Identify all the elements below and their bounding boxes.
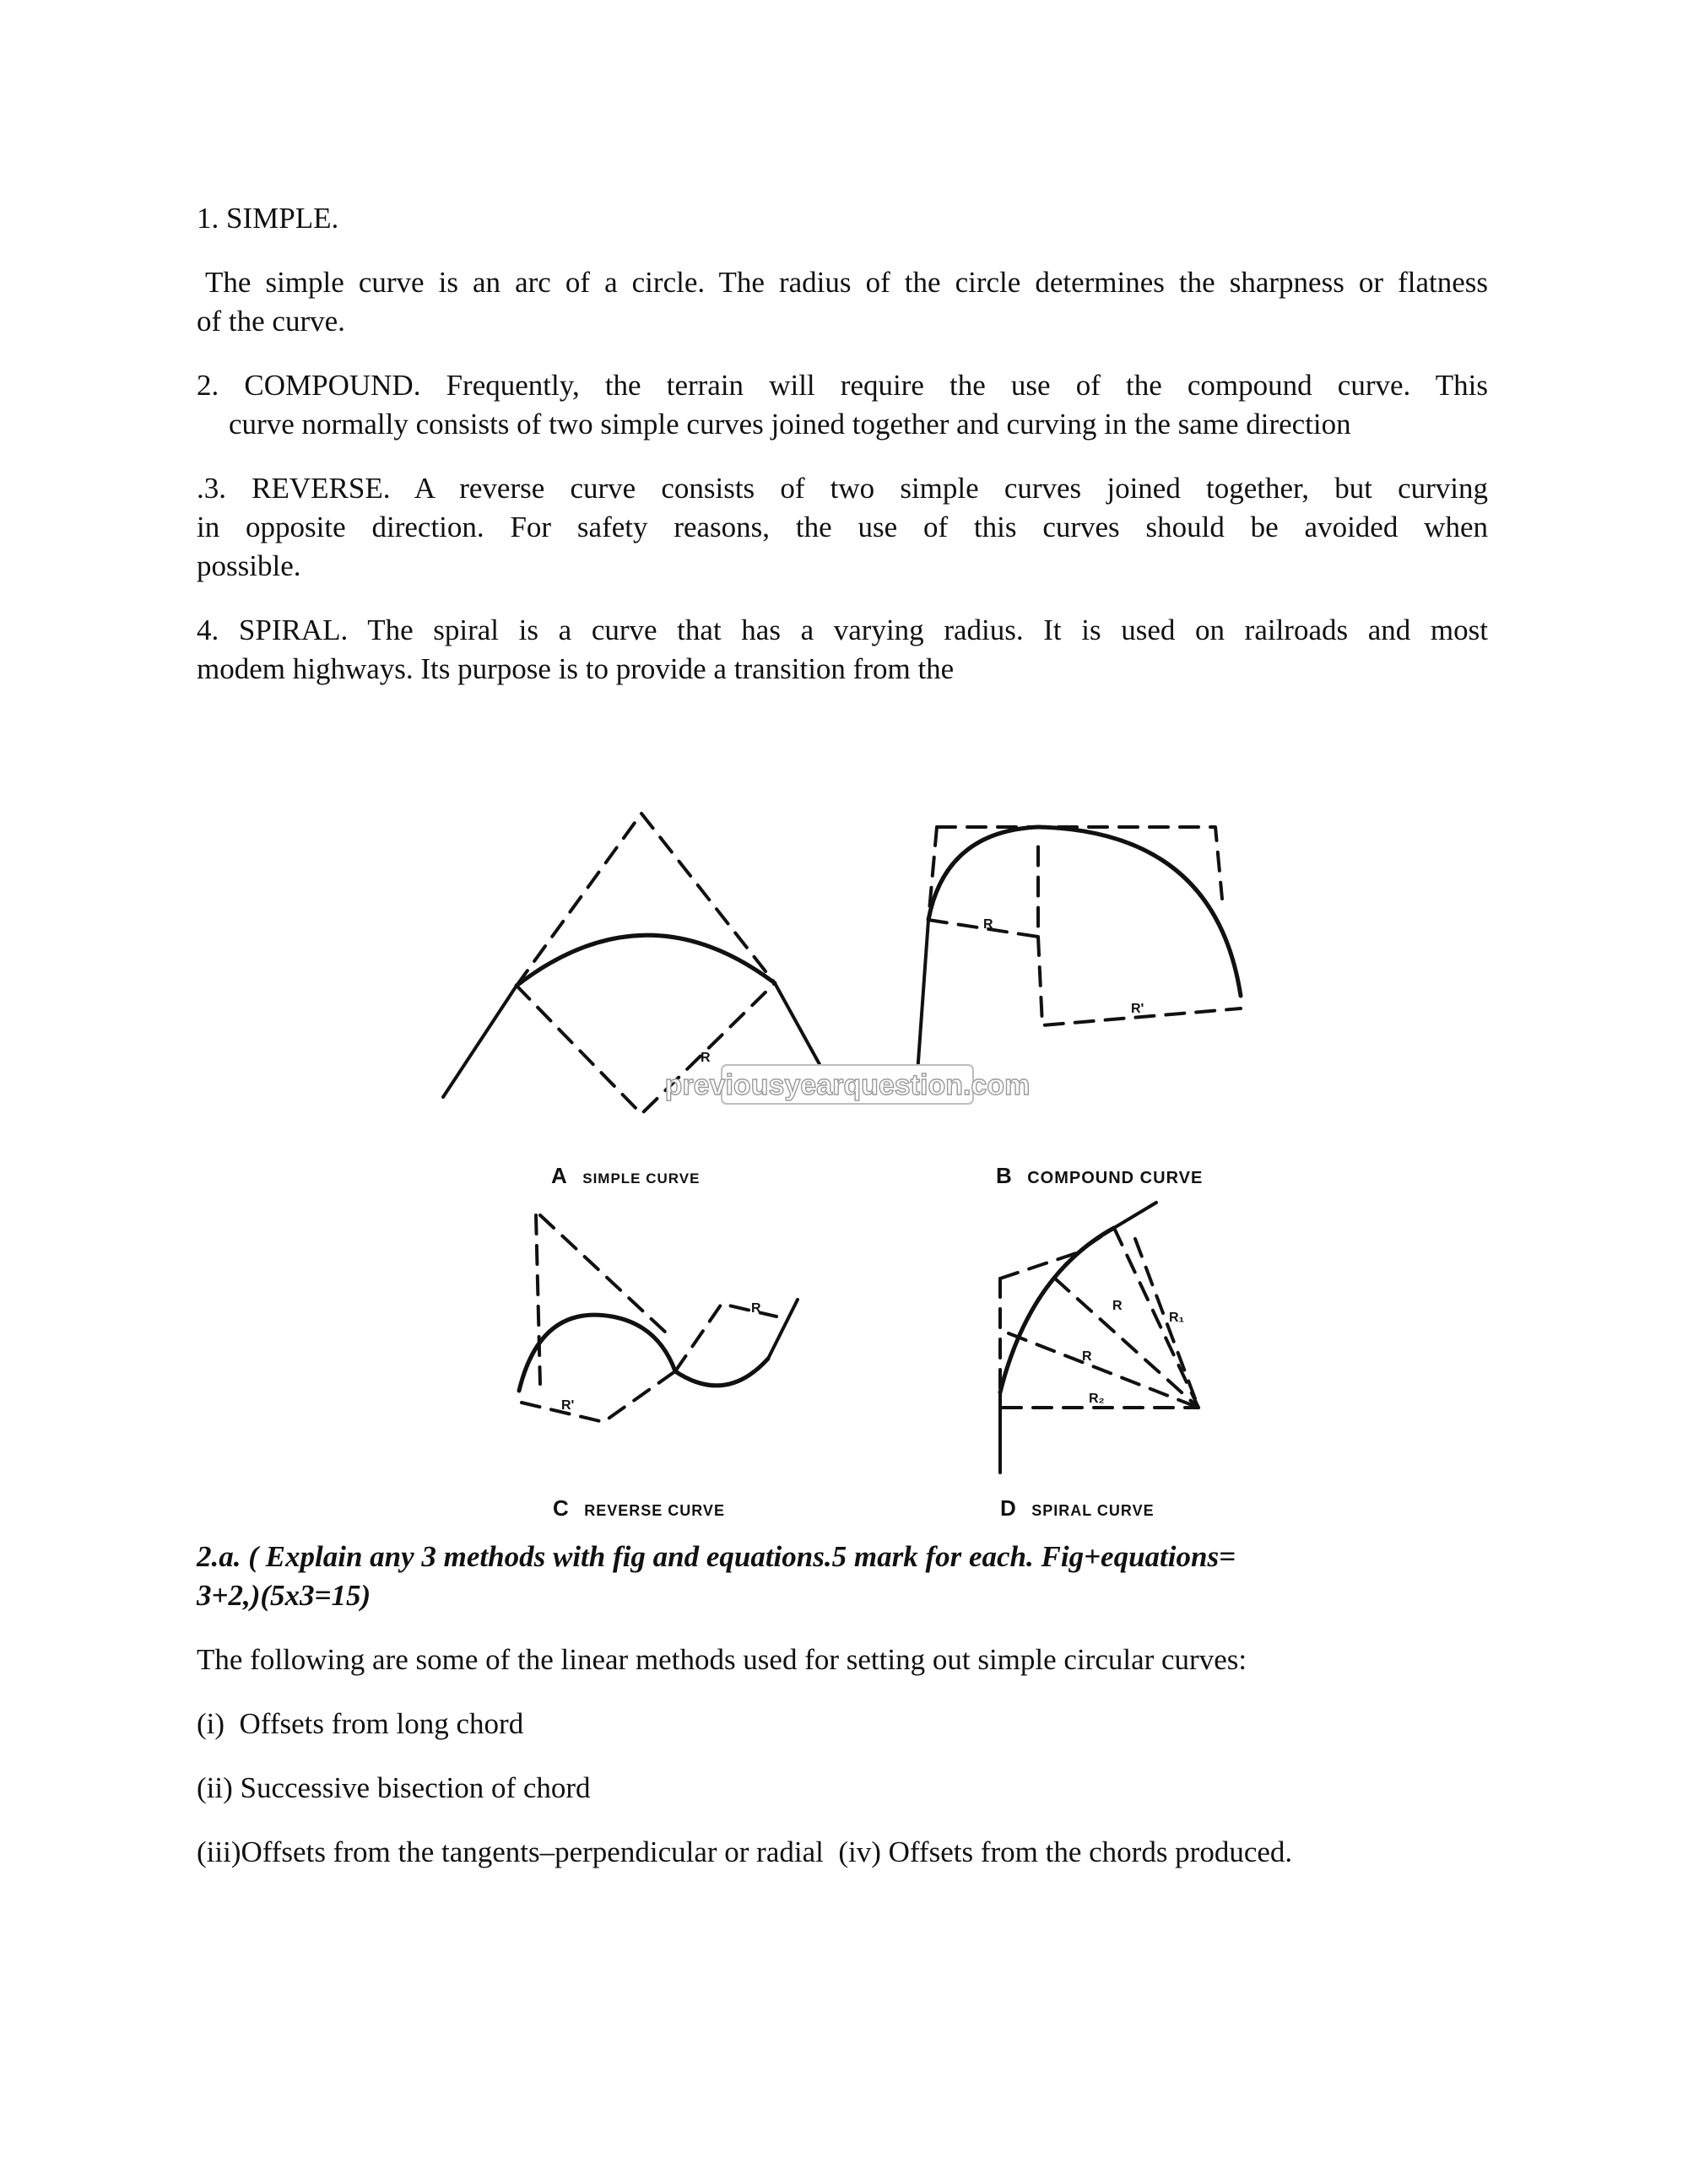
- reverse-line2: in opposite direction. For safety reasons, the use of this curves should be avoided when: [197, 511, 1488, 543]
- simple-body-line2: of the curve.: [197, 305, 345, 338]
- simple-body-line1: The simple curve is an arc of a circle. The radius of the circle determines the sharpness or flatness: [205, 266, 1488, 299]
- section2-intro: The following are some of the linear methods used for setting out simple circular curves:: [197, 1643, 1247, 1676]
- method-item-1: (i) Offsets from long chord: [197, 1707, 524, 1740]
- caption-letter-b: B: [996, 1163, 1012, 1188]
- label-r1-d: R₁: [1169, 1311, 1185, 1325]
- caption-letter-a: A: [551, 1163, 567, 1188]
- compound-line2: curve normally consists of two simple curves joined together and curving in the same direction: [229, 408, 1351, 441]
- caption-text-a: SIMPLE CURVE: [582, 1170, 701, 1187]
- reverse-line3: possible.: [197, 549, 301, 582]
- spiral-curve-diagram: [1000, 1203, 1198, 1473]
- caption-letter-d: D: [1000, 1495, 1016, 1521]
- svg-text:previousyearquestion.com: previousyearquestion.com: [664, 1069, 1031, 1101]
- caption-reverse-curve: [553, 1495, 725, 1522]
- caption-spiral-curve: [1000, 1495, 1155, 1522]
- compound-curve-diagram: [916, 827, 1241, 1097]
- label-r-d2: R: [1082, 1349, 1092, 1364]
- caption-text-c: REVERSE CURVE: [584, 1502, 725, 1519]
- spiral-line1: 4. SPIRAL. The spiral is a curve that has a varying radius. It is used on railroads and most: [197, 614, 1488, 646]
- label-rprime-b: R': [1131, 1002, 1144, 1016]
- section2-heading-line2: 3+2,)(5x3=15): [197, 1579, 371, 1612]
- caption-letter-c: C: [553, 1495, 569, 1521]
- watermark: [665, 1065, 1031, 1104]
- caption-simple-curve: [551, 1163, 700, 1189]
- label-r2-d: R₂: [1089, 1392, 1105, 1406]
- heading-simple: 1. SIMPLE.: [197, 202, 339, 235]
- label-r-d1: R: [1112, 1299, 1123, 1313]
- compound-line1: 2. COMPOUND. Frequently, the terrain will require the use of the compound curve. This: [197, 369, 1488, 402]
- section2-heading-line1: 2.a. ( Explain any 3 methods with fig and equations.5 mark for each. Fig+equations=: [197, 1540, 1236, 1573]
- spiral-line2: modem highways. Its purpose is to provide a transition from the: [197, 652, 955, 685]
- caption-text-b: COMPOUND CURVE: [1027, 1169, 1204, 1187]
- label-rprime-c: R': [561, 1398, 575, 1413]
- reverse-line1: .3. REVERSE. A reverse curve consists of two simple curves joined together, but curving: [197, 472, 1488, 505]
- method-item-2: (ii) Successive bisection of chord: [197, 1771, 591, 1804]
- caption-text-d: SPIRAL CURVE: [1031, 1502, 1155, 1519]
- label-r-a: R: [701, 1051, 711, 1065]
- caption-compound-curve: [996, 1163, 1203, 1189]
- label-r-b: R: [983, 917, 993, 932]
- reverse-curve-diagram: [519, 1215, 798, 1422]
- label-r-c: R: [751, 1301, 761, 1316]
- method-item-3: (iii)Offsets from the tangents–perpendicular or radial (iv) Offsets from the chords produced.: [197, 1835, 1293, 1868]
